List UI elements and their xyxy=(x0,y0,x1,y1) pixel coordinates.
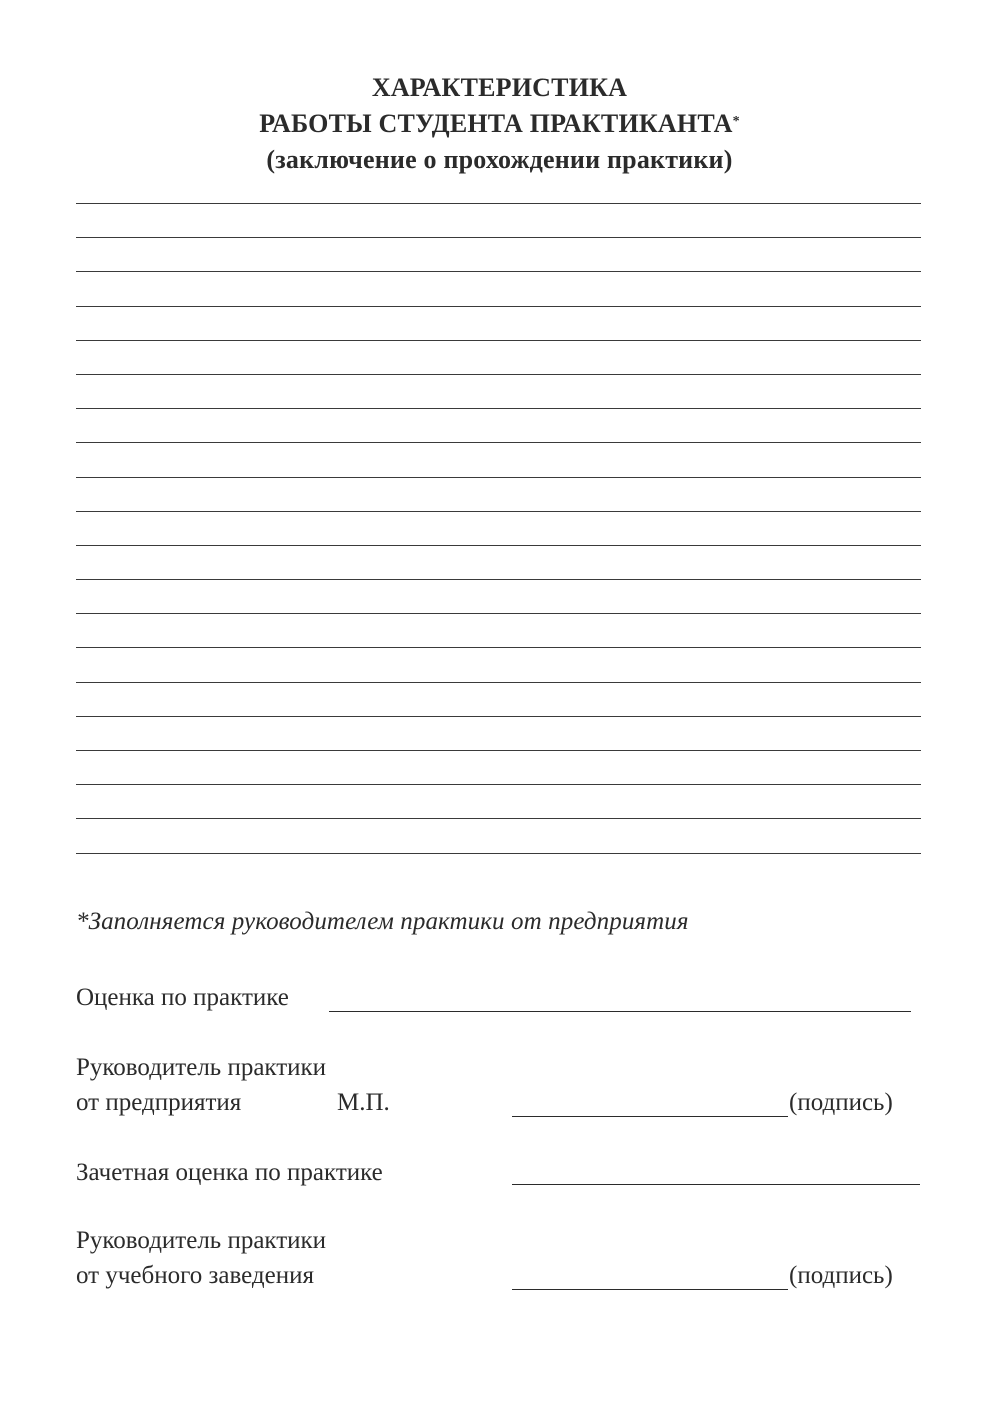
footnote: *Заполняется руководителем практики от предприятия xyxy=(76,908,689,935)
blank-writing-lines xyxy=(76,203,921,887)
school-supervisor-label-line2: от учебного заведения xyxy=(76,1262,314,1289)
company-supervisor-label-line2: от предприятия xyxy=(76,1089,242,1116)
title-line-2 xyxy=(0,106,999,142)
blank-line[interactable] xyxy=(76,784,921,785)
blank-line[interactable] xyxy=(76,750,921,751)
stamp-place-label: М.П. xyxy=(337,1089,390,1116)
grade-field-line[interactable] xyxy=(329,1011,911,1012)
company-supervisor-signature-line[interactable] xyxy=(512,1116,788,1117)
blank-line[interactable] xyxy=(76,853,921,854)
blank-line[interactable] xyxy=(76,237,921,238)
blank-line[interactable] xyxy=(76,818,921,819)
grade-label: Оценка по практике xyxy=(76,984,289,1011)
title-asterisk: * xyxy=(732,114,740,129)
school-supervisor-signature-line[interactable] xyxy=(512,1289,788,1290)
blank-line[interactable] xyxy=(76,647,921,648)
blank-line[interactable] xyxy=(76,306,921,307)
blank-line[interactable] xyxy=(76,511,921,512)
blank-line[interactable] xyxy=(76,408,921,409)
credit-grade-field-line[interactable] xyxy=(512,1184,920,1185)
credit-grade-label: Зачетная оценка по практике xyxy=(76,1159,383,1186)
subtitle: (заключение о прохождении практики) xyxy=(266,145,733,174)
blank-line[interactable] xyxy=(76,340,921,341)
blank-line[interactable] xyxy=(76,271,921,272)
title-block xyxy=(0,70,999,178)
blank-line[interactable] xyxy=(76,374,921,375)
blank-line[interactable] xyxy=(76,477,921,478)
company-signature-caption: (подпись) xyxy=(789,1089,893,1116)
blank-line[interactable] xyxy=(76,203,921,204)
blank-line[interactable] xyxy=(76,442,921,443)
company-supervisor-label-line1: Руководитель практики xyxy=(76,1054,327,1081)
school-supervisor-label-line1: Руководитель практики xyxy=(76,1227,327,1254)
blank-line[interactable] xyxy=(76,579,921,580)
blank-line[interactable] xyxy=(76,613,921,614)
title-line-2-text: РАБОТЫ СТУДЕНТА ПРАКТИКАНТА xyxy=(259,109,733,138)
blank-line[interactable] xyxy=(76,682,921,683)
title-line-1: ХАРАКТЕРИСТИКА xyxy=(371,73,628,102)
school-signature-caption: (подпись) xyxy=(789,1262,893,1289)
blank-line[interactable] xyxy=(76,716,921,717)
blank-line[interactable] xyxy=(76,545,921,546)
